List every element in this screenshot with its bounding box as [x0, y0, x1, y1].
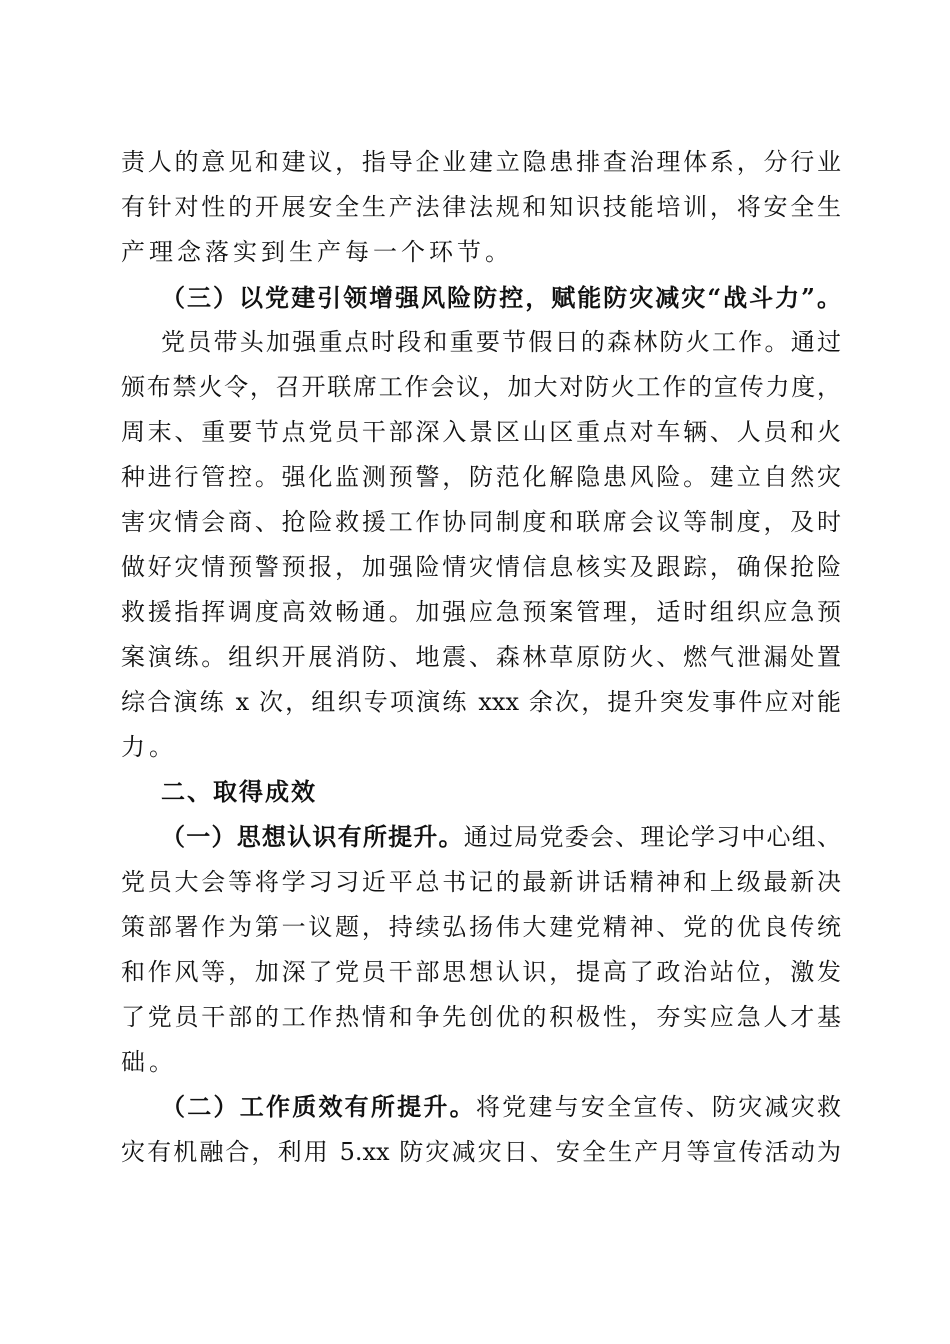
paragraph-line: 力。 — [121, 733, 177, 761]
paragraph-line: 周末、重要节点党员干部深入景区山区重点对车辆、人员和火 — [121, 418, 841, 446]
paragraph-line: 责人的意见和建议，指导企业建立隐患排查治理体系，分行业 — [121, 148, 841, 176]
paragraph-line-with-lead — [161, 1085, 841, 1129]
paragraph-line: 综合演练 x 次，组织专项演练 xxx 余次，提升突发事件应对能 — [121, 688, 841, 716]
section-heading: 二、取得成效 — [161, 778, 317, 806]
paragraph-line: 党员大会等将学习习近平总书记的最新讲话精神和上级最新决 — [121, 868, 841, 896]
paragraph-line: 案演练。组织开展消防、地震、森林草原防火、燃气泄漏处置 — [121, 643, 841, 671]
paragraph-lead: （二）工作质效有所提升。 — [161, 1092, 476, 1121]
paragraph-line: 产理念落实到生产每一个环节。 — [121, 238, 513, 266]
paragraph-line: 害灾情会商、抢险救援工作协同制度和联席会议等制度，及时 — [121, 508, 841, 536]
subheading-3: （三）以党建引领增强风险防控，赋能防灾减灾“战斗力”。 — [161, 283, 841, 312]
paragraph-line-with-lead — [161, 815, 841, 859]
paragraph-lead: （一）思想认识有所提升。 — [161, 822, 464, 851]
paragraph-line: 有针对性的开展安全生产法律法规和知识技能培训，将安全生 — [121, 193, 841, 221]
paragraph-line: 础。 — [121, 1048, 177, 1076]
paragraph-line: 种进行管控。强化监测预警，防范化解隐患风险。建立自然灾 — [121, 463, 841, 491]
paragraph-text: 通过局党委会、理论学习中心组、 — [463, 823, 842, 851]
paragraph-line: 做好灾情预警预报，加强险情灾情信息核实及跟踪，确保抢险 — [121, 553, 841, 581]
paragraph-line: 策部署作为第一议题，持续弘扬伟大建党精神、党的优良传统 — [121, 913, 841, 941]
paragraph-line: 了党员干部的工作热情和争先创优的积极性，夯实应急人才基 — [121, 1003, 841, 1031]
paragraph-text: 将党建与安全宣传、防灾减灾救 — [475, 1093, 842, 1121]
paragraph-line: 和作风等，加深了党员干部思想认识，提高了政治站位，激发 — [121, 958, 841, 986]
paragraph-line: 党员带头加强重点时段和重要节假日的森林防火工作。通过 — [161, 328, 841, 356]
paragraph-line: 救援指挥调度高效畅通。加强应急预案管理，适时组织应急预 — [121, 598, 841, 626]
paragraph-line: 颁布禁火令，召开联席工作会议，加大对防火工作的宣传力度， — [121, 373, 841, 401]
paragraph-line: 灾有机融合，利用 5.xx 防灾减灾日、安全生产月等宣传活动为 — [121, 1138, 841, 1166]
